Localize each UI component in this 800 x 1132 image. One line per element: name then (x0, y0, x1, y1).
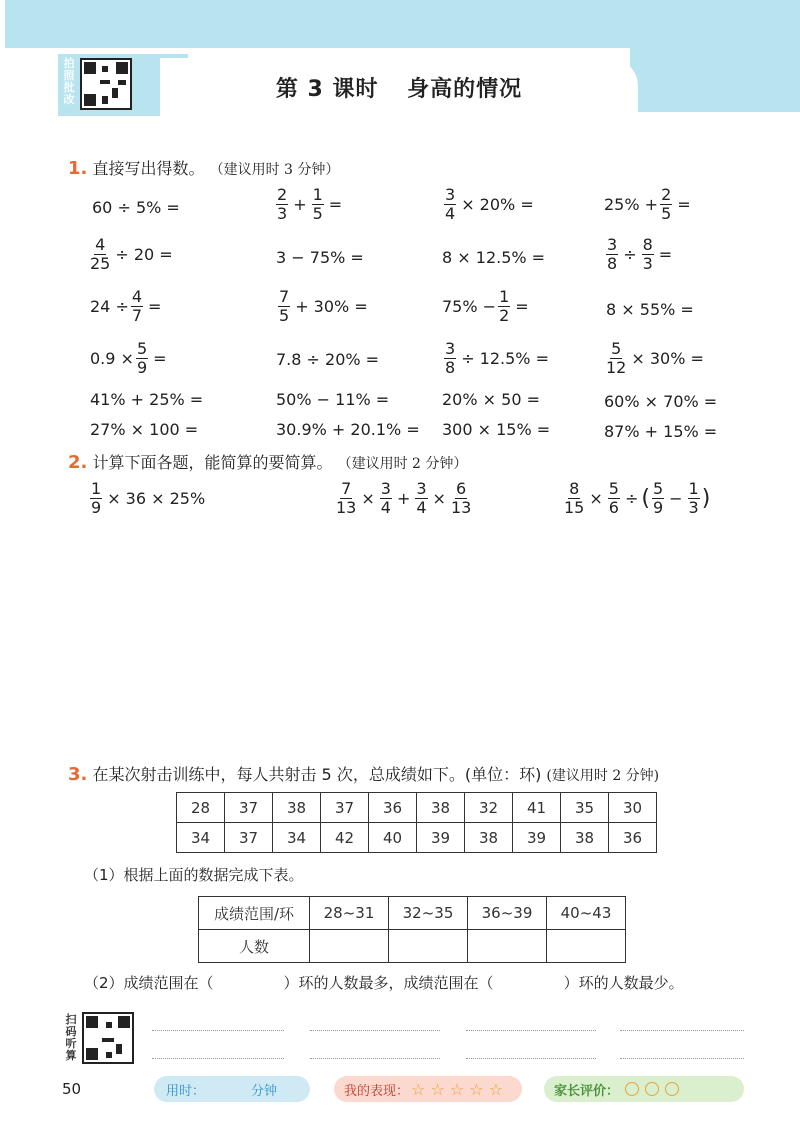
dotted-line (310, 1030, 440, 1031)
q2-expr-1: $\frac{1}{9}$ × 36 × 25% (91, 479, 206, 517)
expr-r3c3: 75% − $\frac{1}{2}$ = (442, 287, 529, 325)
score-cell: 41 (513, 793, 561, 823)
score-cell: 38 (273, 793, 321, 823)
header-banner (5, 0, 800, 48)
score-cell: 42 (321, 823, 369, 853)
score-cell: 28 (177, 793, 225, 823)
q2-heading: 2. 计算下面各题，能简算的要简算。 （建议用时 2 分钟） (68, 452, 468, 473)
expr-r1c2: 2 3 + $\frac{1}{5}$ = (277, 185, 343, 223)
dotted-line (310, 1058, 440, 1059)
range-header-row (199, 897, 626, 930)
expr-r5c3: 20% × 50 = (442, 390, 540, 409)
range-header-cell: 40~43 (547, 897, 626, 930)
page-title (160, 72, 638, 103)
header-banner-right (630, 48, 800, 112)
parent-eval-pill: 家长评价： (544, 1076, 744, 1102)
expr-r2c1: $\frac{4}{25}$ ÷ 20 = (90, 235, 173, 273)
scores-row-2 (177, 823, 657, 853)
score-cell: 32 (465, 793, 513, 823)
topic-label: 身高的情况 (407, 77, 523, 102)
sad-face-icon[interactable] (665, 1082, 679, 1096)
score-cell: 38 (465, 823, 513, 853)
expr-r2c4: $\frac{3}{8}$ ÷ $\frac{8}{3}$ = (607, 235, 673, 273)
scan-label-bottom: 扫 码 听 算 (65, 1013, 77, 1062)
star-rating-icon[interactable]: ☆ ☆ ☆ ☆ ☆ (411, 1079, 504, 1099)
expr-r6c1: 27% × 100 = (90, 420, 199, 439)
q2-expr-3: $\frac{8}{15}$ × $\frac{5}{6}$ ÷ ( 5 9 − $\frac{1}{3}$ ) (564, 479, 711, 517)
scores-row-1 (177, 793, 657, 823)
range-header-cell: 36~39 (468, 897, 547, 930)
count-answer-cell[interactable] (547, 930, 626, 963)
score-cell: 36 (369, 793, 417, 823)
expr-r6c4: 87% + 15% = (604, 422, 718, 441)
expr-r2c3: 8 × 12.5% = (442, 248, 546, 267)
expr-r6c2: 30.9% + 20.1% = (276, 420, 420, 439)
expr-r5c4: 60% × 70% = (604, 392, 718, 411)
expr-r5c2: 50% − 11% = (276, 390, 390, 409)
score-cell: 34 (177, 823, 225, 853)
expr-r1c4: 25% + $\frac{2}{5}$ = (604, 185, 691, 223)
score-cell: 37 (225, 793, 273, 823)
expr-r3c2: 7 5 + 30% = (279, 287, 368, 325)
expr-r5c1: 41% + 25% = (90, 390, 204, 409)
score-cell: 34 (273, 823, 321, 853)
score-cell: 38 (561, 823, 609, 853)
dotted-line (466, 1058, 596, 1059)
count-answer-cell[interactable] (389, 930, 468, 963)
range-header-cell: 28~31 (310, 897, 389, 930)
qr-code-icon[interactable] (80, 58, 132, 110)
expr-r2c2: 3 − 75% = (276, 248, 364, 267)
lesson-label: 第 3 课时 (275, 77, 379, 102)
q1-heading: 1. 直接写出得数。 （建议用时 3 分钟） (68, 158, 340, 179)
expr-r4c1: 0.9 × $\frac{5}{9}$ = (90, 339, 167, 377)
expr-r1c3: $\frac{3}{4}$ × 20% = (445, 185, 534, 223)
range-header-label: 成绩范围/环 (199, 897, 310, 930)
score-cell: 30 (609, 793, 657, 823)
qr-code-bottom-icon[interactable] (82, 1012, 134, 1064)
score-cell: 36 (609, 823, 657, 853)
q2-expr-2: $\frac{7}{13}$ × $\frac{3}{4}$ + $\frac{3}{4}$ × $\frac{6}{13}$ (336, 479, 472, 517)
dotted-line (620, 1058, 744, 1059)
range-header-cell: 32~35 (389, 897, 468, 930)
scores-table (176, 792, 657, 853)
score-cell: 40 (369, 823, 417, 853)
scan-label-top: 拍 照 批 改 (63, 57, 75, 106)
score-cell: 39 (417, 823, 465, 853)
neutral-face-icon[interactable] (645, 1082, 659, 1096)
score-cell: 35 (561, 793, 609, 823)
expr-r4c4: $\frac{5}{12}$ × 30% = (606, 339, 704, 377)
range-count-row (199, 930, 626, 963)
expr-r3c1: 24 ÷ $\frac{4}{7}$ = (90, 287, 162, 325)
count-label: 人数 (199, 930, 310, 963)
score-cell: 39 (513, 823, 561, 853)
q3-heading: 3. 在某次射击训练中，每人共射击 5 次，总成绩如下。(单位：环) (建议用时 2 分钟) (68, 764, 660, 785)
count-answer-cell[interactable] (468, 930, 547, 963)
expr-r3c4: 8 × 55% = (606, 300, 694, 319)
q3-sub1: （1）根据上面的数据完成下表。 (84, 866, 304, 884)
expr-r4c3: $\frac{3}{8}$ ÷ 12.5% = (445, 339, 549, 377)
count-answer-cell[interactable] (310, 930, 389, 963)
expr-r4c2: 7.8 ÷ 20% = (276, 350, 380, 369)
smiley-face-icon[interactable] (625, 1082, 639, 1096)
range-table (198, 896, 626, 963)
score-cell: 37 (321, 793, 369, 823)
dotted-line (152, 1030, 284, 1031)
score-cell: 37 (225, 823, 273, 853)
performance-pill: 我的表现： ☆ ☆ ☆ ☆ ☆ (334, 1076, 522, 1102)
dotted-line (620, 1030, 744, 1031)
dotted-line (152, 1058, 284, 1059)
dotted-line (466, 1030, 596, 1031)
time-pill: 用时： 分钟 (154, 1076, 310, 1102)
expr-r1c1: 60 ÷ 5% = (92, 198, 180, 217)
score-cell: 38 (417, 793, 465, 823)
q3-sub2: （2）成绩范围在（ ）环的人数最多，成绩范围在（ ）环的人数最少。 (84, 974, 684, 992)
page-number: 50 (62, 1080, 82, 1098)
expr-r6c3: 300 × 15% = (442, 420, 551, 439)
